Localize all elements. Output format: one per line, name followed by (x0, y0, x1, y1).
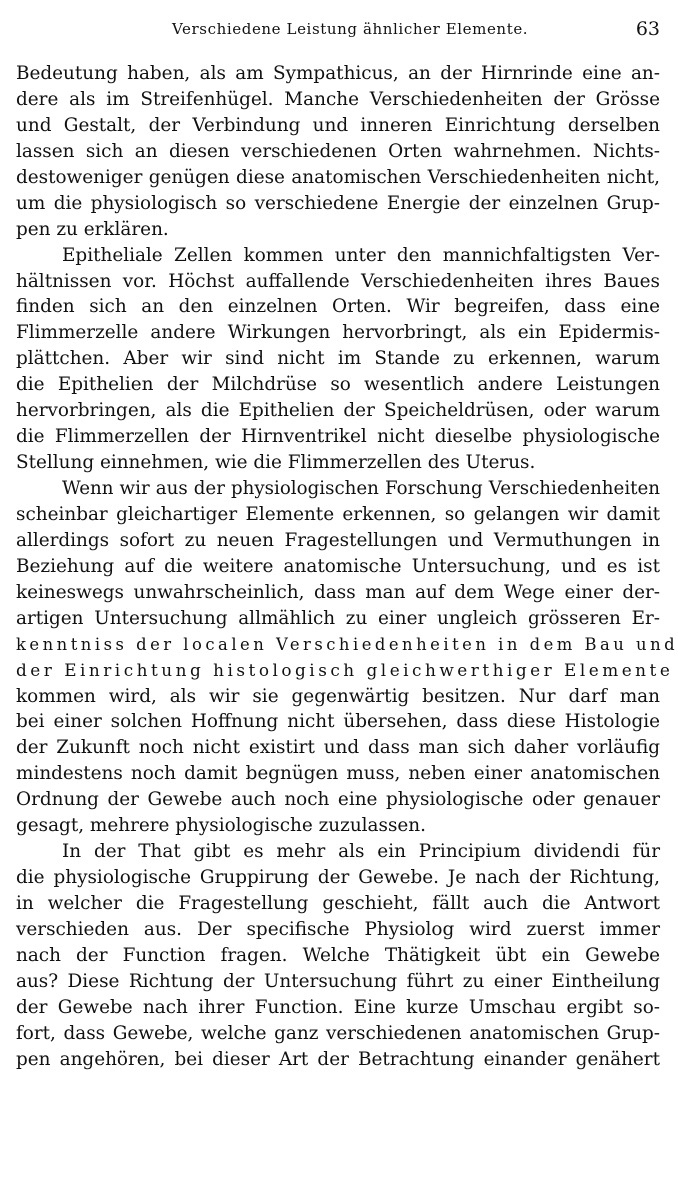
text-line: fort, dass Gewebe, welche ganz verschiedenen anatomischen Grup- (16, 1022, 660, 1044)
text-line-spaced: der Einrichtung histologisch gleichwerthiger Elemente (16, 659, 674, 680)
running-header (0, 14, 678, 44)
text-line: pen zu erklären. (16, 218, 169, 240)
text-line: lassen sich an diesen verschiedenen Orten wahrnehmen. Nichts- (16, 140, 660, 162)
text-line: Epitheliale Zellen kommen unter den mannichfaltigsten Ver- (62, 244, 660, 266)
text-line: und Gestalt, der Verbindung und inneren Einrichtung derselben (16, 114, 660, 136)
text-line: Wenn wir aus der physiologischen Forschung Verschiedenheiten (62, 478, 660, 499)
text-line: der Gewebe nach ihrer Function. Eine kurze Umschau ergibt so- (16, 996, 660, 1018)
text-line: gesagt, mehrere physiologische zuzulassen. (16, 815, 426, 837)
page-number: 63 (635, 18, 660, 40)
text-line: um die physiologisch so verschiedene Energie der einzelnen Grup- (16, 192, 660, 214)
text-line: allerdings sofort zu neuen Fragestellungen und Vermuthungen in (16, 529, 660, 551)
running-title: Verschiedene Leistung ähnlicher Elemente. (172, 20, 529, 38)
text-line: die physiologische Gruppirung der Gewebe. Je nach der Richtung, (16, 867, 660, 889)
text-line: hältnissen vor. Höchst auffallende Verschiedenheiten ihres Baues (16, 270, 660, 292)
text-line-spaced: kenntniss der localen Verschiedenheiten in dem Bau und (16, 634, 678, 654)
text-line: die Flimmerzellen der Hirnventrikel nicht dieselbe physiologische (16, 426, 660, 448)
text-line: Stellung einnehmen, wie die Flimmerzellen des Uterus. (16, 452, 536, 474)
text-line: scheinbar gleichartiger Elemente erkennen, so gelangen wir damit (16, 503, 660, 525)
body-text (16, 61, 678, 1073)
text-line: Beziehung auf die weitere anatomische Untersuchung, und es ist (16, 555, 660, 577)
text-line: Bedeutung haben, als am Sympathicus, an der Hirnrinde eine an- (16, 63, 660, 84)
text-line: plättchen. Aber wir sind nicht im Stande zu erkennen, warum (16, 348, 660, 370)
text-line: artigen Untersuchung allmählich zu einer ungleich grösseren Er- (16, 607, 660, 629)
text-line: nach der Function fragen. Welche Thätigkeit übt ein Gewebe (16, 944, 660, 966)
text-line: Ordnung der Gewebe auch noch eine physiologische oder genauer (16, 789, 660, 811)
text-line: keineswegs unwahrscheinlich, dass man auf dem Wege einer der- (16, 581, 660, 603)
text-line: destoweniger genügen diese anatomischen Verschiedenheiten nicht, (16, 166, 660, 188)
text-line: der Zukunft noch nicht existirt und dass man sich daher vorläufig (16, 737, 660, 759)
text-line: die Epithelien der Milchdrüse so wesentlich andere Leistungen (16, 374, 660, 396)
text-line: pen angehören, bei dieser Art der Betrachtung einander genähert (16, 1048, 660, 1070)
text-line: aus? Diese Richtung der Untersuchung führt zu einer Eintheilung (16, 970, 660, 992)
text-line: In der That gibt es mehr als ein Principium dividendi für (62, 841, 660, 863)
text-line: in welcher die Fragestellung geschieht, fällt auch die Antwort (16, 893, 660, 914)
text-line: kommen wird, als wir sie gegenwärtig besitzen. Nur darf man (16, 685, 660, 707)
text-line: mindestens noch damit begnügen muss, neben einer anatomischen (16, 763, 660, 785)
text-line: dere als im Streifenhügel. Manche Verschiedenheiten der Grösse (16, 88, 660, 110)
text-line: verschieden aus. Der specifische Physiolog wird zuerst immer (16, 918, 660, 940)
text-line: hervorbringen, als die Epithelien der Speicheldrüsen, oder warum (16, 400, 660, 422)
text-line: Flimmerzelle andere Wirkungen hervorbringt, als ein Epidermis- (16, 322, 660, 344)
text-line: bei einer solchen Hoffnung nicht übersehen, dass diese Histologie (16, 711, 660, 733)
text-line: finden sich an den einzelnen Orten. Wir begreifen, dass eine (16, 296, 660, 318)
